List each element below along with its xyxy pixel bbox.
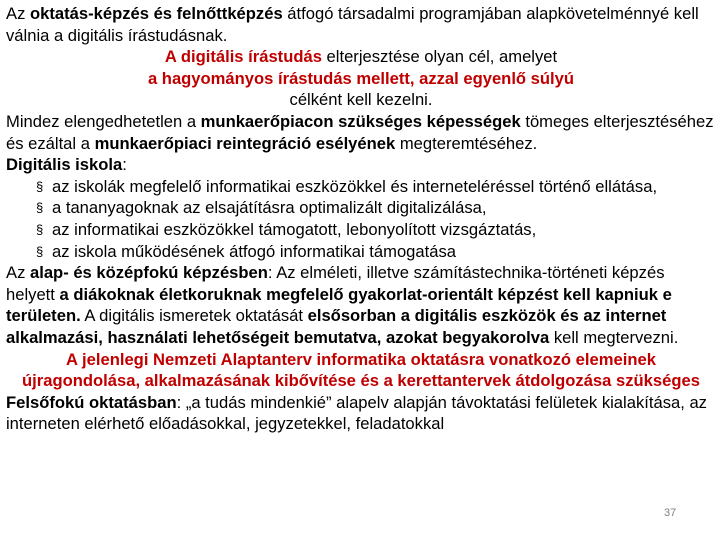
list-item	[6, 176, 716, 198]
list-item-text: az informatikai eszközökkel támogatott, lebonyolított vizsgáztatás,	[52, 219, 537, 239]
red-bold-run: A digitális írástudás	[164, 47, 322, 67]
bullet-icon: §	[36, 200, 44, 216]
page-number: 37	[664, 507, 677, 519]
bullet-icon: §	[36, 243, 44, 259]
bold-run: a diákoknak életkoruknak megfelelő gyakorlat-orientált képzést kell kapniuk e területen.	[6, 284, 672, 326]
text-run: megteremtéséhez.	[395, 133, 538, 153]
bold-run: elsősorban a digitális eszközök és az internet alkalmazási, használati lehetőségeit bemutatva, azokat begyakorolva	[6, 306, 667, 347]
text-run: Az	[6, 4, 30, 23]
list-item-text: a tananyagoknak az elsajátításra optimalizált digitalizálása,	[52, 198, 487, 218]
text-run: : Az elméleti, illetve számítástechnika-történeti képzés helyett	[6, 263, 665, 304]
bold-run: alap- és középfokú képzésben	[29, 263, 268, 283]
curriculum-revision-note: A jelenlegi Nemzeti Alaptanterv informatika oktatásra vonatkozó elemeinek újragondolása, alkalmazásának kibővítése és a kerettantervek átdolgozása szükséges	[22, 349, 700, 391]
text-run: Mindez elengedhetetlen a	[6, 111, 201, 131]
list-item-text: az iskola működésének átfogó informatikai támogatása	[52, 241, 457, 261]
list-item	[6, 219, 716, 241]
text-run: : „a tudás mindenkié” alapelv alapján távoktatási felületek kialakítása, az interneten elérhető előadásokkal, jegyzetekkel, feladatokkal	[6, 392, 707, 434]
higher-education-paragraph	[6, 392, 716, 435]
text-run: :	[122, 155, 127, 175]
bold-run: oktatás-képzés és felnőttképzés	[29, 4, 283, 23]
bold-run: Digitális iskola	[6, 155, 123, 175]
digital-literacy-goal	[6, 46, 716, 111]
list-item-text: az iskolák megfelelő informatikai eszközökkel és interneteléréssel történő ellátása,	[52, 176, 658, 196]
text-run: kell megtervezni.	[549, 327, 679, 347]
bold-run: Felsőfokú oktatásban	[6, 392, 177, 412]
list-item	[6, 241, 716, 263]
primary-secondary-paragraph	[6, 262, 716, 348]
text-run: A digitális ismeretek oktatását	[80, 306, 308, 326]
text-run: átfogó társadalmi programjában alapkövetelménnyé kell válnia a digitális írástudásnak.	[6, 4, 699, 45]
digital-school-list	[6, 176, 716, 262]
list-item	[6, 197, 716, 219]
bullet-icon: §	[36, 178, 44, 194]
text-run: tömeges elterjesztéséhez és ezáltal a	[6, 111, 714, 153]
intro-paragraph	[6, 3, 716, 46]
slide-content	[6, 3, 716, 435]
red-bold-run: a hagyományos írástudás mellett, azzal egyenlő súlyú	[147, 68, 575, 88]
text-run: Az	[6, 263, 30, 283]
bullet-icon: §	[36, 221, 44, 237]
bold-run: munkaerőpiaci reintegráció esélyének	[94, 133, 396, 153]
digital-school-heading	[6, 154, 716, 176]
labor-market-paragraph	[6, 111, 716, 154]
bold-run: munkaerőpiacon szükséges képességek	[200, 111, 521, 131]
text-run: elterjesztése olyan cél, amelyet	[321, 47, 558, 67]
text-run: célként kell kezelni.	[289, 90, 433, 110]
